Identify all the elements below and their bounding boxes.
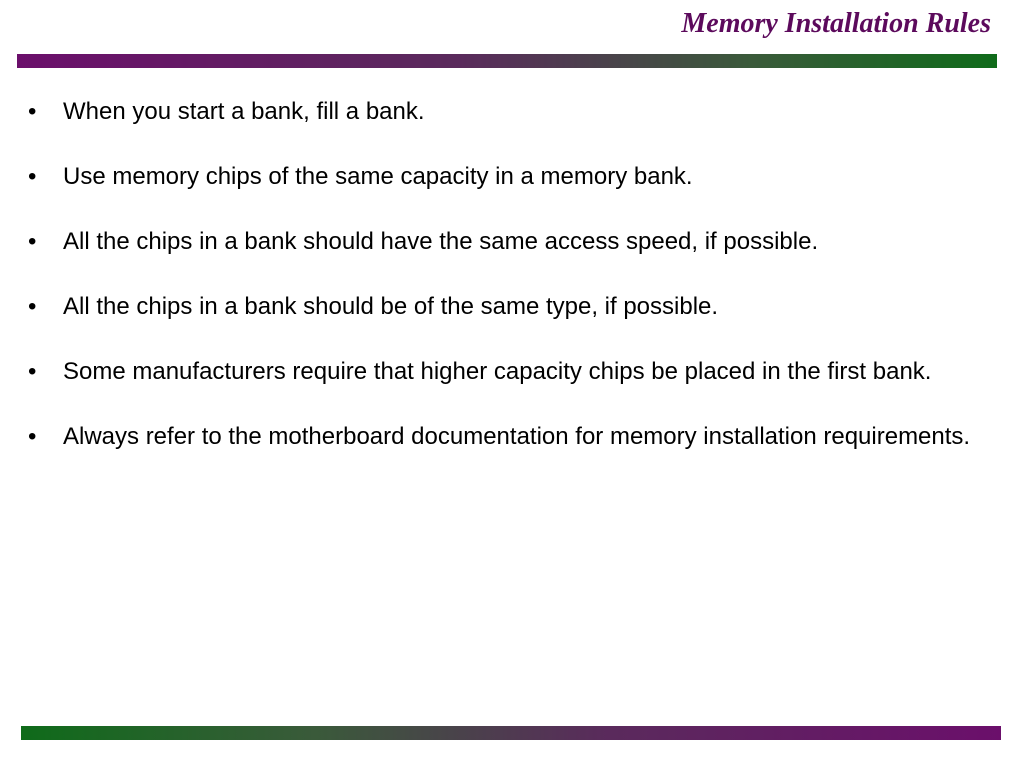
bullet-text: Always refer to the motherboard documentation for memory installation requirements. <box>63 423 971 450</box>
bullet-item <box>28 415 978 459</box>
bullet-list <box>28 90 978 480</box>
slide-title: Memory Installation Rules <box>681 8 991 39</box>
bullet-icon: • <box>28 293 37 320</box>
bullet-icon: • <box>28 228 37 255</box>
bullet-icon: • <box>28 358 37 385</box>
bullet-icon: • <box>28 163 37 190</box>
bottom-divider-bar <box>21 726 1001 740</box>
bullet-item <box>28 220 978 264</box>
top-divider-bar <box>17 54 997 68</box>
bullet-item <box>28 350 978 394</box>
bullet-item <box>28 155 978 199</box>
bullet-text: All the chips in a bank should be of the same type, if possible. <box>63 293 719 320</box>
bullet-text: Some manufacturers require that higher capacity chips be placed in the first bank. <box>63 358 932 385</box>
bullet-text: When you start a bank, fill a bank. <box>63 98 425 125</box>
bullet-text: All the chips in a bank should have the same access speed, if possible. <box>63 228 819 255</box>
bullet-item <box>28 90 978 134</box>
bullet-text: Use memory chips of the same capacity in a memory bank. <box>63 163 693 190</box>
bullet-icon: • <box>28 423 37 450</box>
bullet-icon: • <box>28 98 37 125</box>
bullet-item <box>28 285 978 329</box>
